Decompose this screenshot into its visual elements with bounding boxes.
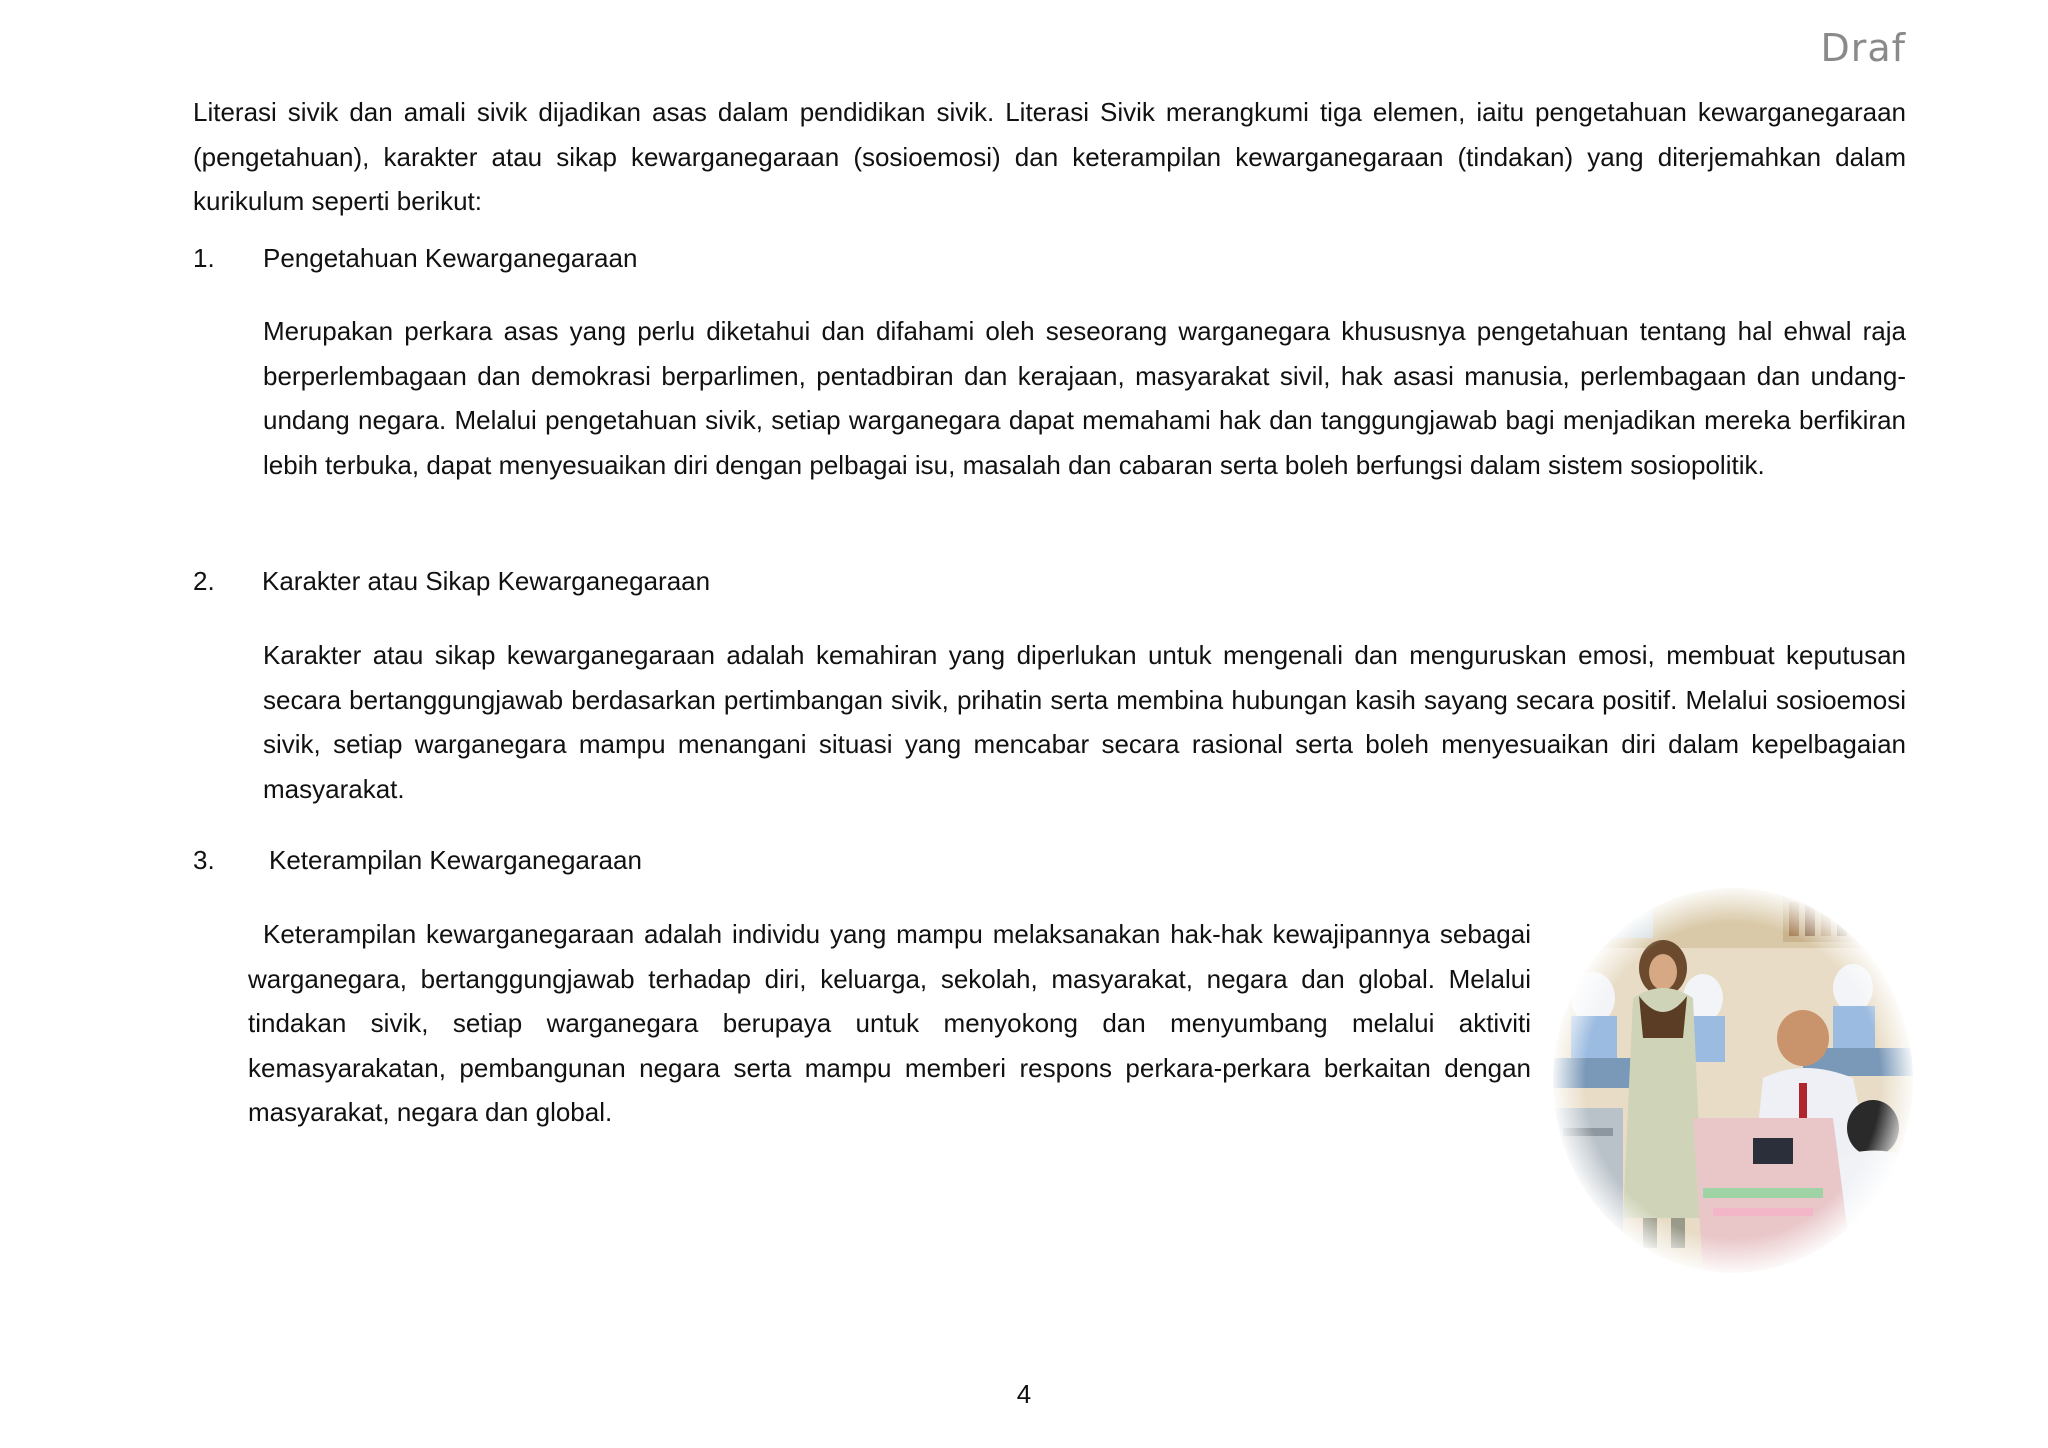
section-title: Karakter atau Sikap Kewarganegaraan — [262, 566, 711, 596]
section-body-3: Keterampilan kewarganegaraan adalah individu yang mampu melaksanakan hak-hak kewajipannya sebagai warganegara, bertanggungjawab terhadap diri, keluarga, sekolah, masyarakat, negara dan global. Melalui tindakan sivik, setiap warganegara berupaya untuk menyokong dan menyumbang melalui aktiviti kemasyarakatan, pembangunan negara serta mampu memberi respons perkara-perkara berkaitan dengan masyarakat, negara dan global. — [248, 919, 1531, 1127]
section-heading-1 — [193, 240, 993, 276]
section-number: 3. — [193, 845, 215, 875]
section-body-2: Karakter atau sikap kewarganegaraan adalah kemahiran yang diperlukan untuk mengenali dan menguruskan emosi, membuat keputusan secara bertanggungjawab berdasarkan pertimbangan sivik, prihatin serta membina hubungan kasih sayang secara positif. Melalui sosioemosi sivik, setiap warganegara mampu menangani situasi yang mencabar secara rasional serta boleh menyesuaikan diri dalam kepelbagaian masyarakat. — [263, 640, 1906, 804]
section-heading-2 — [193, 563, 993, 599]
classroom-photo — [1553, 888, 1913, 1273]
section-heading-3 — [193, 842, 993, 878]
intro-paragraph: Literasi sivik dan amali sivik dijadikan asas dalam pendidikan sivik. Literasi Sivik merangkumi tiga elemen, iaitu pengetahuan kewarganegaraan (pengetahuan), karakter atau sikap kewarganegaraan (sosioemosi) dan keterampilan kewarganegaraan (tindakan) yang diterjemahkan dalam kurikulum seperti berikut: — [193, 97, 1906, 216]
section-title: Keterampilan Kewarganegaraan — [269, 845, 642, 875]
page-number: 4 — [1016, 1379, 1032, 1409]
section-number: 1. — [193, 243, 215, 273]
section-body-1: Merupakan perkara asas yang perlu diketahui dan difahami oleh seseorang warganegara khususnya pengetahuan tentang hal ehwal raja berperlembagaan dan demokrasi berparlimen, pentadbiran dan kerajaan, masyarakat sivil, hak asasi manusia, perlembagaan dan undang-undang negara. Melalui pengetahuan sivik, setiap warganegara dapat memahami hak dan tanggungjawab bagi menjadikan mereka berfikiran lebih terbuka, dapat menyesuaikan diri dengan pelbagai isu, masalah dan cabaran serta boleh berfungsi dalam sistem sosiopolitik. — [263, 316, 1906, 480]
section-number: 2. — [193, 566, 215, 596]
section-title: Pengetahuan Kewarganegaraan — [263, 243, 638, 273]
draft-watermark: Draf — [1820, 26, 1906, 70]
